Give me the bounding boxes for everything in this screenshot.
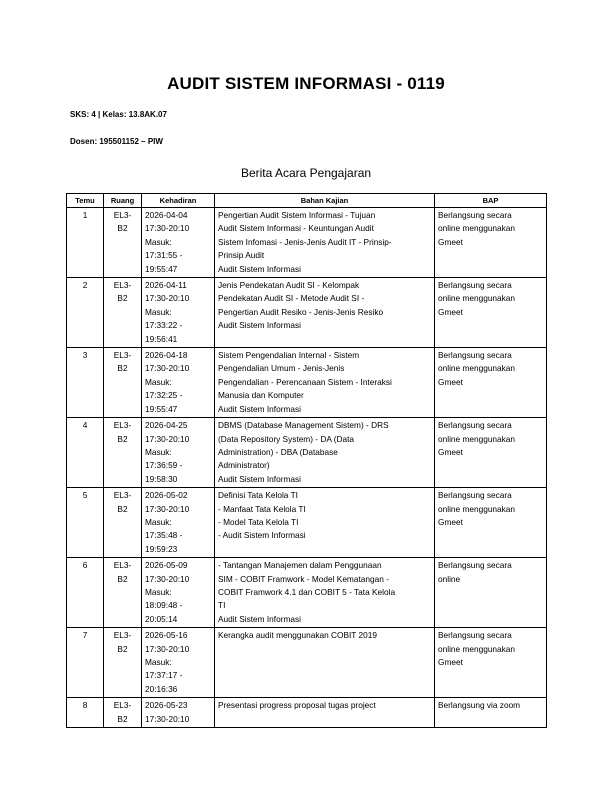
attendance-line: 17:31:55 - [145,250,183,261]
room-line: B2 [117,643,128,654]
topic-line: - Tantangan Manajemen dalam Penggunaan [218,560,382,571]
room-cell [104,208,142,278]
bap-line: Gmeet [438,657,463,667]
table-row [67,558,547,628]
room-line: EL3- [113,490,132,501]
topic-line: Audit Sistem Informasi [218,320,301,331]
room-line: EL3- [113,210,132,220]
room-line: B2 [117,503,128,514]
topic-line: Pengertian Audit Sistem Informasi - Tujuan [218,210,376,220]
attendance-cell [142,558,215,628]
topic-line: Jenis Pendekatan Audit SI - Kelompak [218,280,360,291]
room-cell [104,698,142,728]
topic-line: Audit Sistem Informasi [218,263,301,274]
room-cell [104,278,142,348]
attendance-line: 2026-05-23 [145,700,188,711]
room-line: EL3- [113,350,132,361]
topic-line: - Model Tata Kelola TI [218,516,299,527]
room-line: EL3- [113,700,132,711]
bap-line: Berlangsung secara [438,630,512,641]
attendance-line: 19:55:47 [145,263,178,274]
bap-line: online menggunakan [438,293,516,304]
topic-cell [215,348,435,418]
attendance-cell [142,208,215,278]
topic-line: Audit Sistem Informasi [218,613,301,624]
topic-line: Manusia dan Komputer [218,390,304,401]
topic-line: Sistem Infomasi - Jenis-Jenis Audit IT - Prinsip- [218,236,392,247]
topic-cell [215,418,435,488]
attendance-line: 17:35:48 - [145,530,183,541]
topic-line: DBMS (Database Management Sistem) - DRS [218,420,389,431]
attendance-line: 20:05:14 [145,613,178,624]
topic-line: Pengendalian - Perencanaan Sistem - Interaksi [218,376,392,387]
bap-cell [435,628,547,698]
attendance-line: 18:09:48 - [145,600,183,611]
room-line: B2 [117,223,128,234]
attendance-line: 17:33:22 - [145,320,183,331]
room-line: EL3- [113,280,132,291]
bap-cell [435,278,547,348]
topic-line: TI [218,600,226,611]
bap-line: Berlangsung secara [438,490,512,501]
bap-cell [435,348,547,418]
attendance-cell [142,488,215,558]
topic-line: Administrator) [218,460,270,471]
attendance-line: 17:36:59 - [145,460,183,471]
topic-cell [215,558,435,628]
room-cell [104,628,142,698]
bap-line: Berlangsung secara [438,210,512,220]
bap-cell [435,698,547,728]
topic-line: - Manfaat Tata Kelola TI [218,503,306,514]
topic-cell [215,278,435,348]
bap-line: Gmeet [438,516,463,527]
header-room: Ruang [104,194,142,208]
attendance-line: Masuk: [145,446,172,457]
table-row [67,348,547,418]
room-line: EL3- [113,630,132,641]
attendance-line: 17:30-20:10 [145,433,190,444]
course-meta: SKS: 4 | Kelas: 13.8AK.07 [70,110,167,119]
attendance-line: 19:59:23 [145,543,178,554]
topic-line: - Audit Sistem Informasi [218,530,306,541]
room-cell [104,488,142,558]
attendance-line: 20:16:36 [145,683,178,694]
topic-line: Pendekatan Audit SI - Metode Audit SI - [218,293,365,304]
attendance-cell [142,628,215,698]
table-body [67,208,547,728]
attendance-line: 2026-05-09 [145,560,188,571]
topic-line: Audit Sistem Informasi [218,473,301,484]
room-cell [104,418,142,488]
attendance-line: 17:30-20:10 [145,293,190,304]
meeting-number-cell: 3 [67,348,104,418]
table-row [67,418,547,488]
room-line: EL3- [113,420,132,431]
meeting-number-cell: 1 [67,208,104,278]
topic-line: Administration) - DBA (Database [218,446,338,457]
attendance-line: Masuk: [145,657,172,667]
topic-line: Audit Sistem Informasi - Keuntungan Audit [218,223,374,234]
attendance-line: 19:58:30 [145,473,178,484]
attendance-line: Masuk: [145,586,172,597]
attendance-cell [142,418,215,488]
room-line: B2 [117,713,128,724]
bap-line: online [438,573,461,584]
header-topic: Bahan Kajian [215,194,435,208]
bap-line: Gmeet [438,236,463,247]
attendance-line: 17:37:17 - [145,670,183,681]
lecturer-meta: Dosen: 195501152 – PIW [70,137,163,146]
attendance-line: 17:30-20:10 [145,573,190,584]
topic-line: Pengertian Audit Resiko - Jenis-Jenis Resiko [218,306,384,317]
attendance-line: 2026-04-04 [145,210,188,220]
topic-line: Prinsip Audit [218,250,265,261]
topic-line: Audit Sistem Informasi [218,403,301,414]
header-attendance: Kehadiran [142,194,215,208]
room-line: B2 [117,293,128,304]
topic-line: (Data Repository System) - DA (Data [218,433,355,444]
header-bap: BAP [435,194,547,208]
topic-cell [215,488,435,558]
bap-line: Gmeet [438,376,463,387]
room-line: B2 [117,573,128,584]
bap-line: Berlangsung secara [438,420,512,431]
document-title: AUDIT SISTEM INFORMASI - 0119 [167,74,445,93]
header-meeting: Temu [67,194,104,208]
bap-line: online menggunakan [438,643,516,654]
topic-line: Presentasi progress proposal tugas project [218,700,376,711]
attendance-line: Masuk: [145,516,172,527]
topic-cell [215,698,435,728]
topic-cell [215,628,435,698]
room-cell [104,558,142,628]
topic-line: Kerangka audit menggunakan COBIT 2019 [218,630,377,641]
meeting-number-cell: 8 [67,698,104,728]
bap-line: Gmeet [438,306,463,317]
room-line: EL3- [113,560,132,571]
attendance-line: 17:30-20:10 [145,223,190,234]
room-line: B2 [117,363,128,374]
room-line: B2 [117,433,128,444]
table-row [67,488,547,558]
table-row [67,698,547,728]
topic-line: Pengendalian Umum - Jenis-Jenis [218,363,345,374]
attendance-line: 2026-05-02 [145,490,188,501]
attendance-line: 17:32:25 - [145,390,183,401]
attendance-cell [142,278,215,348]
table-header-row [67,194,547,208]
attendance-line: 2026-04-11 [145,280,187,291]
attendance-line: 19:56:41 [145,333,178,344]
attendance-line: 2026-04-25 [145,420,188,431]
attendance-line: 17:30-20:10 [145,713,190,724]
attendance-line: Masuk: [145,306,172,317]
bap-line: Gmeet [438,446,463,457]
attendance-line: Masuk: [145,236,172,247]
room-cell [104,348,142,418]
bap-cell [435,488,547,558]
bap-line: online menggunakan [438,433,516,444]
attendance-cell [142,698,215,728]
meeting-number-cell: 5 [67,488,104,558]
bap-line: Berlangsung via zoom [438,700,521,711]
table-row [67,278,547,348]
topic-line: Definisi Tata Kelola TI [218,490,298,501]
bap-line: Berlangsung secara [438,350,512,361]
teaching-record-table [66,193,547,728]
topic-cell [215,208,435,278]
meeting-number-cell: 2 [67,278,104,348]
topic-line: COBIT Framwork 4.1 dan COBIT 5 - Tata Kelola [218,586,396,597]
attendance-line: 2026-05-16 [145,630,188,641]
bap-line: online menggunakan [438,223,516,234]
attendance-line: 17:30-20:10 [145,363,190,374]
bap-line: Berlangsung secara [438,280,512,291]
meeting-number-cell: 6 [67,558,104,628]
topic-line: Sistem Pengendalian Internal - Sistem [218,350,360,361]
topic-line: SIM - COBIT Framwork - Model Kematangan - [218,573,389,584]
attendance-line: 2026-04-18 [145,350,188,361]
attendance-line: Masuk: [145,376,172,387]
bap-line: online menggunakan [438,503,516,514]
bap-cell [435,418,547,488]
bap-cell [435,208,547,278]
attendance-line: 17:30-20:10 [145,503,190,514]
bap-line: Berlangsung secara [438,560,512,571]
table-row [67,208,547,278]
bap-line: online menggunakan [438,363,516,374]
bap-cell [435,558,547,628]
attendance-line: 19:55:47 [145,403,178,414]
meeting-number-cell: 4 [67,418,104,488]
table-row [67,628,547,698]
meeting-number-cell: 7 [67,628,104,698]
attendance-line: 17:30-20:10 [145,643,190,654]
section-title: Berita Acara Pengajaran [240,166,372,180]
attendance-cell [142,348,215,418]
